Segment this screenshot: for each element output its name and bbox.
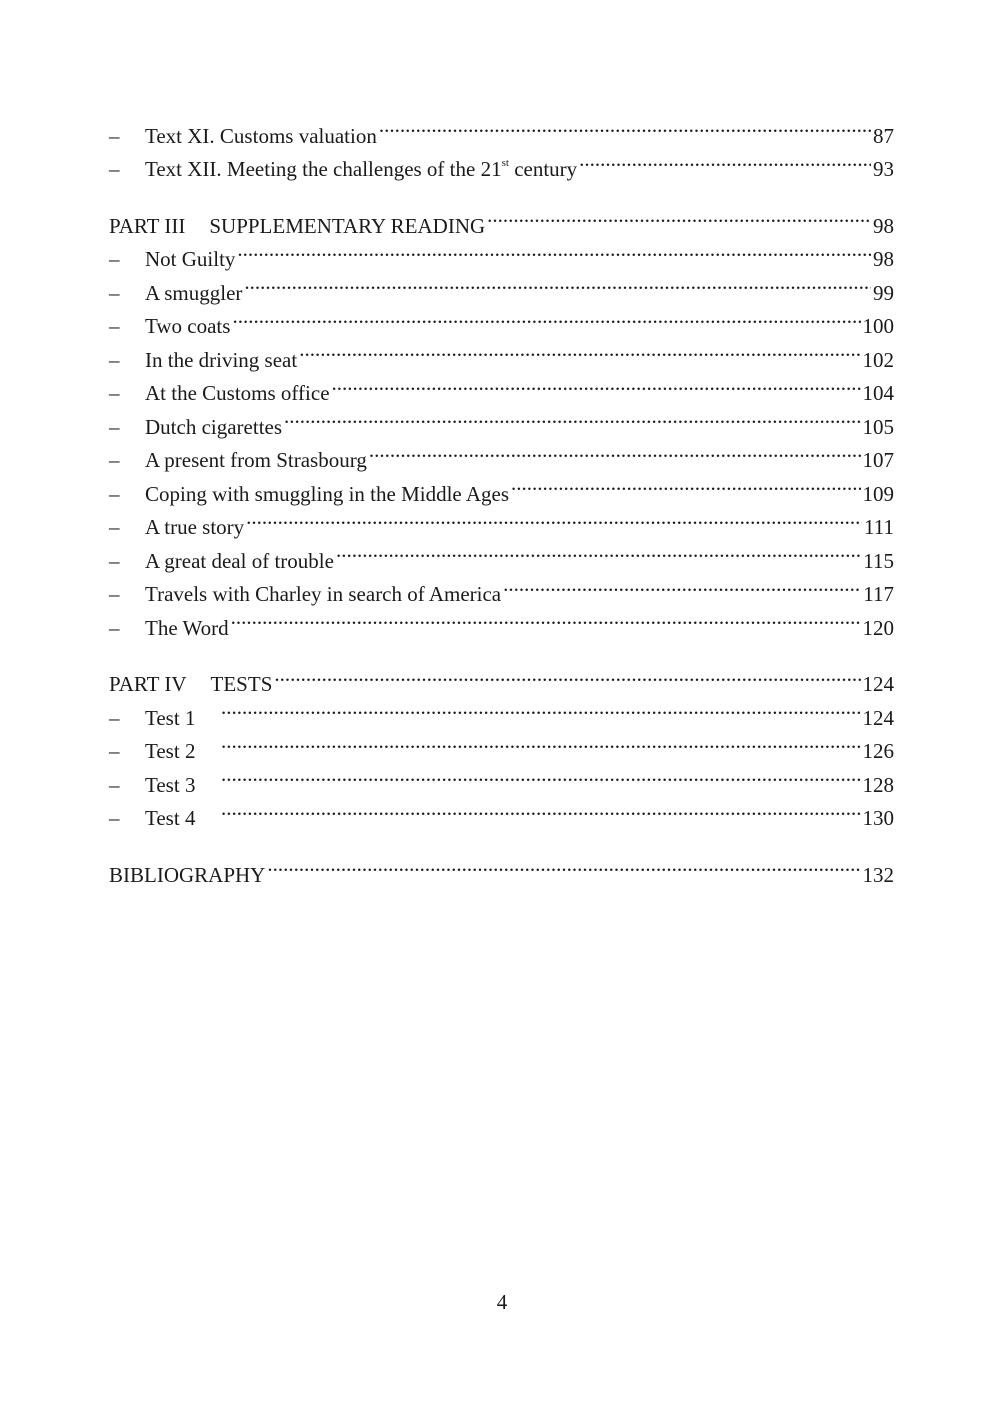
- dash-marker: –: [109, 247, 120, 271]
- entry-title: A present from Strasbourg: [145, 448, 367, 472]
- part-title: SUPPLEMENTARY READING: [209, 213, 486, 238]
- part-page: 124: [862, 672, 894, 696]
- toc-entry-text-xi[interactable]: [109, 109, 894, 148]
- entry-page: 104: [862, 381, 894, 405]
- entry-title: A smuggler: [145, 280, 243, 305]
- entry-title: In the driving seat: [145, 347, 298, 372]
- entry-page: 115: [863, 548, 894, 573]
- dot-leader: [221, 725, 861, 759]
- table-of-contents: [109, 109, 894, 887]
- dot-leader: [332, 367, 861, 401]
- dot-leader: [511, 467, 860, 501]
- entry-title: Test 2: [145, 739, 196, 763]
- entry-page: 102: [862, 347, 894, 372]
- dash-marker: –: [109, 705, 120, 730]
- entry-page: 130: [862, 806, 894, 830]
- entry-page: 124: [862, 705, 894, 730]
- dot-leader: [267, 848, 860, 882]
- dot-leader: [274, 658, 860, 692]
- toc-part-iv-heading[interactable]: [109, 658, 894, 696]
- entry-page: 107: [862, 448, 894, 472]
- dot-leader: [246, 501, 862, 535]
- toc-entry[interactable]: [109, 792, 894, 830]
- dash-marker: –: [109, 123, 120, 148]
- dash-marker: –: [109, 548, 120, 573]
- dash-marker: –: [109, 280, 120, 305]
- toc-entry[interactable]: [109, 725, 894, 763]
- toc-bibliography[interactable]: [109, 848, 894, 887]
- dot-leader: [487, 199, 871, 233]
- entry-page: 87: [873, 123, 894, 148]
- dot-leader: [231, 601, 861, 635]
- dot-leader: [221, 792, 861, 826]
- dash-marker: –: [109, 414, 120, 439]
- dash-marker: –: [109, 381, 120, 405]
- dash-marker: –: [109, 772, 120, 797]
- ordinal-suffix: st: [501, 157, 509, 169]
- dash-marker: –: [109, 582, 120, 606]
- dot-leader: [221, 758, 861, 792]
- part-iii-entries: [109, 233, 894, 640]
- entry-title-main: Text XII. Meeting the challenges of the 21: [145, 157, 502, 181]
- part-label: PART IV: [109, 672, 187, 696]
- dot-leader: [299, 333, 860, 367]
- entry-page: 128: [862, 772, 894, 797]
- dot-leader: [221, 691, 861, 725]
- entry-page: 132: [862, 862, 894, 887]
- entry-title: Test 3: [145, 772, 196, 797]
- toc-part-iii-heading[interactable]: [109, 199, 894, 238]
- entry-page: 109: [862, 481, 894, 506]
- entry-title: The Word: [145, 615, 229, 640]
- entry-page: 117: [863, 582, 894, 606]
- dot-leader: [379, 109, 871, 143]
- dot-leader: [284, 400, 860, 434]
- entry-title: Dutch cigarettes: [145, 414, 283, 439]
- entry-page: 126: [862, 739, 894, 763]
- entry-title: Test 4: [145, 806, 196, 830]
- entry-title: BIBLIOGRAPHY: [109, 862, 266, 887]
- part-label: PART III: [109, 213, 186, 238]
- toc-entry[interactable]: [109, 758, 894, 797]
- dot-leader: [503, 568, 861, 602]
- dash-marker: –: [109, 314, 120, 338]
- dot-leader: [579, 143, 871, 177]
- entry-title: Travels with Charley in search of America: [145, 582, 502, 606]
- page-number: 4: [496, 1290, 508, 1314]
- entry-page: 93: [873, 157, 894, 181]
- toc-entry[interactable]: [109, 691, 894, 730]
- entry-title: Two coats: [145, 314, 231, 338]
- dash-marker: –: [109, 347, 120, 372]
- part-title: TESTS: [210, 672, 273, 696]
- entry-page: 120: [862, 615, 894, 640]
- dot-leader: [237, 233, 871, 267]
- entry-page: 111: [864, 515, 894, 539]
- part-page: 98: [873, 213, 894, 238]
- entry-page: 100: [862, 314, 894, 338]
- dot-leader: [232, 300, 860, 334]
- dash-marker: –: [109, 739, 120, 763]
- entry-title: Text XI. Customs valuation: [145, 123, 377, 148]
- entry-title: [145, 153, 577, 187]
- dash-marker: –: [109, 448, 120, 472]
- dot-leader: [244, 266, 871, 300]
- entry-page: 105: [862, 414, 894, 439]
- dot-leader: [336, 534, 861, 568]
- entry-title: A great deal of trouble: [145, 548, 334, 573]
- entry-title-end: century: [508, 157, 578, 181]
- dash-marker: –: [109, 615, 120, 640]
- entry-title: Coping with smuggling in the Middle Ages: [145, 481, 510, 506]
- entry-page: 98: [873, 247, 894, 271]
- entry-page: 99: [873, 280, 894, 305]
- dash-marker: –: [109, 515, 120, 539]
- entry-title: Not Guilty: [145, 247, 236, 271]
- part-iv-entries: [109, 691, 894, 830]
- entry-title: At the Customs office: [145, 381, 330, 405]
- dash-marker: –: [109, 481, 120, 506]
- entry-title: A true story: [145, 515, 245, 539]
- dot-leader: [369, 434, 861, 468]
- dash-marker: –: [109, 806, 120, 830]
- entry-title: Test 1: [145, 705, 196, 730]
- dash-marker: –: [109, 157, 120, 181]
